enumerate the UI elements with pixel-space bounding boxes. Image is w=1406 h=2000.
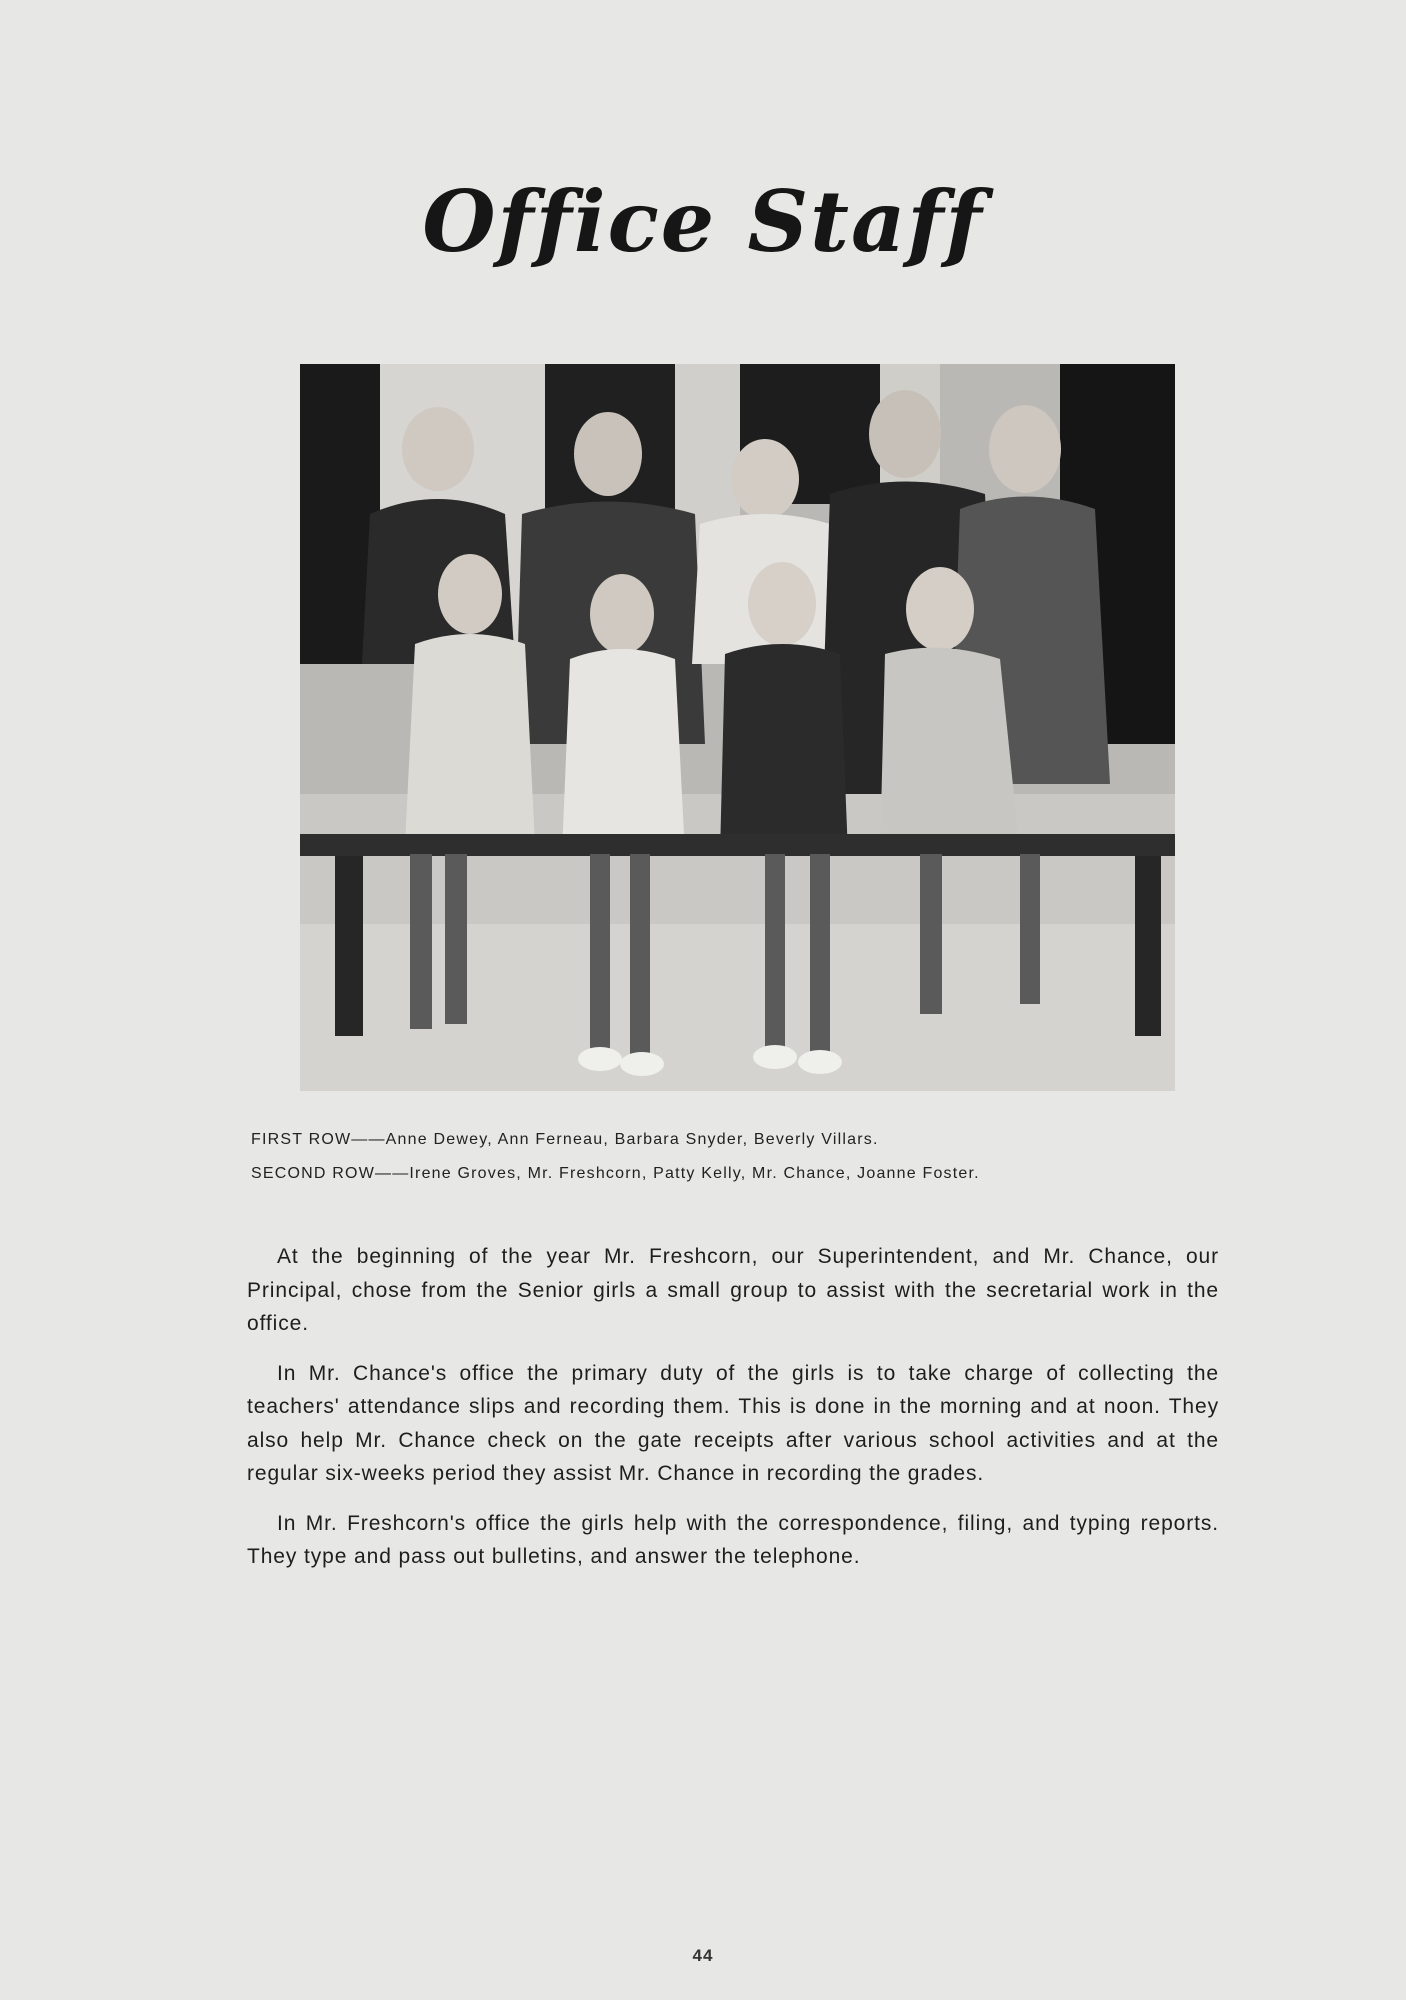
photo-captions: [251, 1123, 1201, 1191]
page-number: 44: [692, 1946, 714, 1965]
caption-first-row: FIRST ROW——Anne Dewey, Ann Ferneau, Barbara Snyder, Beverly Villars.: [251, 1131, 879, 1148]
caption-second-row: SECOND ROW——Irene Groves, Mr. Freshcorn, Patty Kelly, Mr. Chance, Joanne Foster.: [251, 1165, 980, 1182]
group-photo-illustration: [300, 364, 1175, 1091]
article-body: [247, 1240, 1219, 1590]
paragraph: In Mr. Freshcorn's office the girls help with the correspondence, filing, and typing reports. They type and pass out bulletins, and answer the telephone.: [247, 1511, 1219, 1568]
page-title: Office Staff: [422, 172, 984, 271]
group-photo: [300, 364, 1175, 1091]
paragraph: At the beginning of the year Mr. Freshcorn, our Superintendent, and Mr. Chance, our Principal, chose from the Senior girls a small group to assist with the secretarial work in the office.: [247, 1245, 1219, 1335]
paragraph: In Mr. Chance's office the primary duty of the girls is to take charge of collecting the teachers' attendance slips and recording them. This is done in the morning and at noon. They also help Mr. Chance check on the gate receipts after various school activities and at the regular six-weeks period they assist Mr. Chance in recording the grades.: [247, 1361, 1219, 1485]
